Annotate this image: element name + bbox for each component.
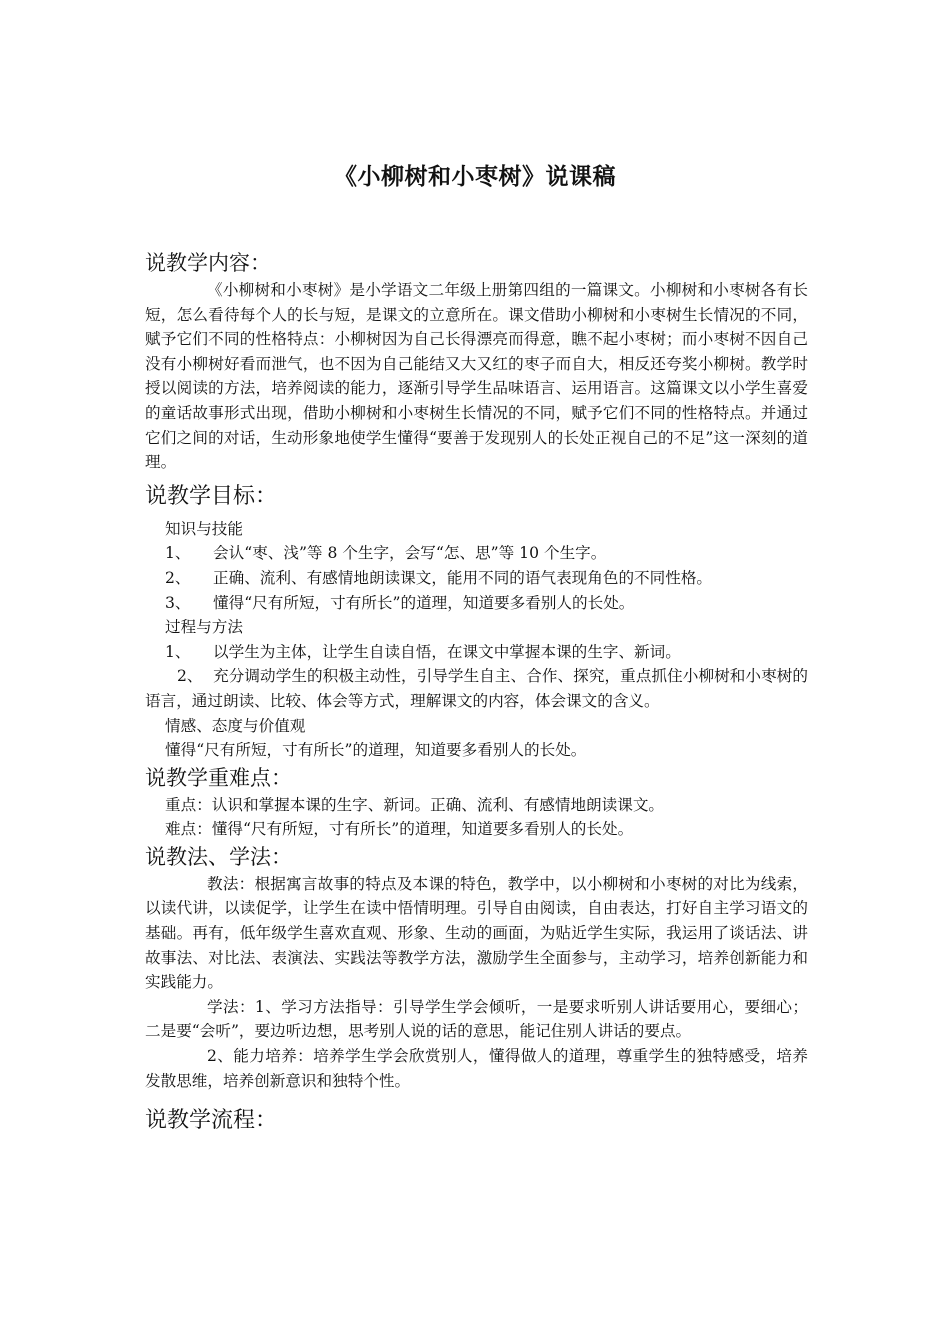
item-text: 会认“枣、浅”等 8 个生字，会写“怎、思”等 10 个生字。 [213, 544, 607, 563]
process-item [145, 664, 808, 713]
process-label: 过程与方法 [165, 618, 243, 637]
item-number: 2、 [177, 667, 203, 686]
knowledge-item [145, 591, 808, 616]
item-number: 3、 [165, 593, 191, 612]
teaching-method: 教法：根据寓言故事的特点及本课的特色，教学中，以小柳树和小枣树的对比为线索，以读代讲，以读促学，让学生在读中悟情明理。引导自由阅读，自由表达，打好自主学习语文的基础。再有，低年级学生喜欢直观、形象、生动的画面，为贴近学生实际，我运用了谈话法、讲故事法、对比法、表演法、实践法等教学方法，激励学生全面参与，主动学习，培养创新能力和实践能力。 [145, 874, 808, 992]
document-title: 《小柳树和小枣树》说课稿 [334, 164, 616, 190]
content-paragraph: 《小柳树和小枣树》是小学语文二年级上册第四组的一篇课文。小柳树和小枣树各有长短，怎么看待每个人的长与短，是课文的立意所在。课文借助小柳树和小枣树生长情况的不同，赋予它们不同的性格特点：小柳树因为自己长得漂亮而得意，瞧不起小枣树；而小枣树不因自己没有小柳树好看而泄气，也不因为自己能结又大又红的枣子而自大，相反还夸奖小柳树。教学时授以阅读的方法，培养阅读的能力，逐渐引导学生品味语言、运用语言。这篇课文以小学生喜爱的童话故事形式出现，借助小柳树和小枣树生长情况的不同，赋予它们不同的性格特点。并通过它们之间的对话，生动形象地使学生懂得“要善于发现别人的长处正视自己的不足”这一深刻的道理。 [145, 281, 808, 472]
learning-method-2: 2、能力培养：培养学生学会欣赏别人，懂得做人的道理，尊重学生的独特感受，培养发散思维，培养创新意识和独特个性。 [145, 1047, 808, 1090]
item-text: 以学生为主体，让学生自读自悟，在课文中掌握本课的生字、新词。 [213, 642, 681, 661]
item-number: 1、 [165, 544, 191, 563]
learning-method-1: 学法：1、学习方法指导：引导学生学会倾听，一是要求听别人讲话要用心，要细心；二是要“会听”，要边听边想，思考别人说的话的意思，能记住别人讲话的要点。 [145, 997, 808, 1041]
knowledge-label: 知识与技能 [165, 519, 243, 538]
process-item [145, 640, 808, 665]
item-number: 2、 [165, 568, 191, 587]
emotion-label: 情感、态度与价值观 [165, 716, 306, 735]
section-heading-process: 说教学流程： [145, 1108, 278, 1134]
item-text: 正确、流利、有感情地朗读课文，能用不同的语气表现角色的不同性格。 [213, 568, 713, 587]
section-heading-goals: 说教学目标： [145, 483, 278, 509]
section-heading-content: 说教学内容： [145, 251, 271, 275]
difficult-point: 难点：懂得“尺有所短，寸有所长”的道理，知道要多看别人的长处。 [165, 820, 634, 839]
document-body [145, 248, 808, 1137]
item-text: 充分调动学生的积极主动性，引导学生自主、合作、探究，重点抓住小柳树和小枣树的语言，通过朗读、比较、体会等方式，理解课文的内容，体会课文的含义。 [145, 667, 808, 710]
knowledge-item [145, 541, 808, 566]
item-text: 懂得“尺有所短，寸有所长”的道理，知道要多看别人的长处。 [213, 593, 635, 612]
emotion-text: 懂得“尺有所短，寸有所长”的道理，知道要多看别人的长处。 [165, 741, 587, 760]
key-point: 重点：认识和掌握本课的生字、新词。正确、流利、有感情地朗读课文。 [165, 795, 665, 814]
knowledge-item [145, 566, 808, 591]
item-number: 1、 [165, 642, 191, 661]
section-heading-methods: 说教法、学法： [145, 844, 292, 869]
section-heading-keypoints: 说教学重难点： [145, 765, 292, 790]
